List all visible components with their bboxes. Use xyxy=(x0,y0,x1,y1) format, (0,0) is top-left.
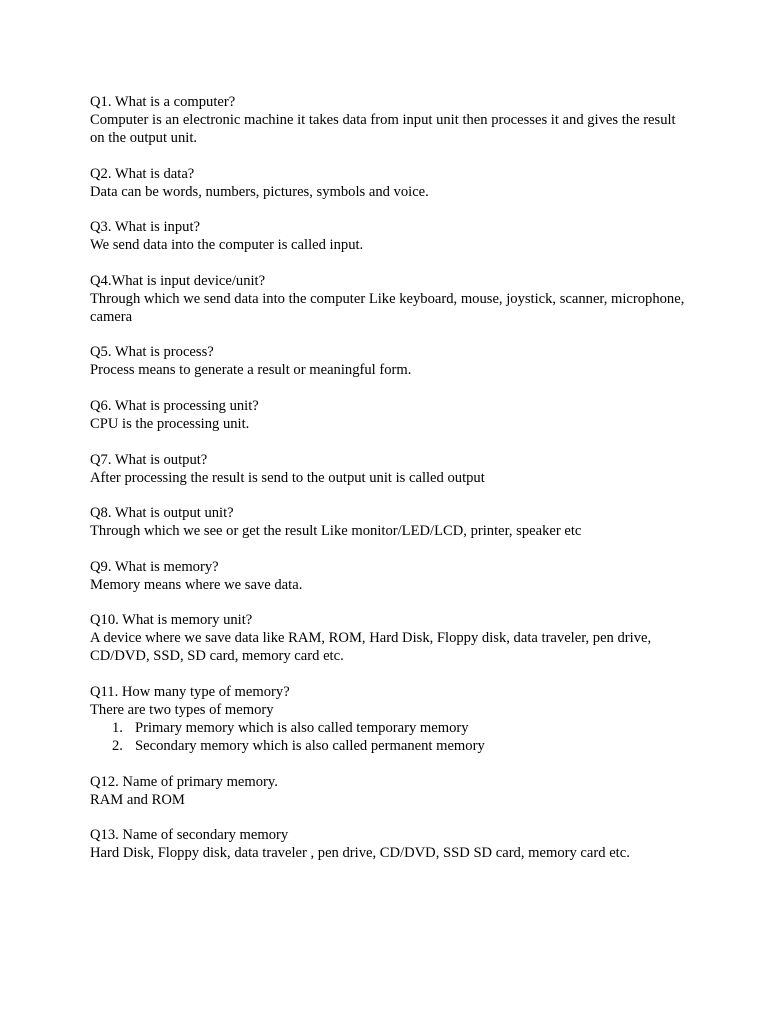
question: Q9. What is memory? xyxy=(90,558,219,575)
question: Q5. What is process? xyxy=(90,344,214,361)
answer: After processing the result is send to the output unit is called output xyxy=(90,469,485,486)
list-item-text: Secondary memory which is also called permanent memory xyxy=(135,737,485,754)
question: Q4.What is input device/unit? xyxy=(90,272,266,289)
qa-block-6 xyxy=(90,397,690,433)
qa-block-1 xyxy=(90,93,690,147)
question: Q6. What is processing unit? xyxy=(90,397,259,414)
list-item-text: Primary memory which is also called temporary memory xyxy=(135,719,469,736)
answer: Through which we send data into the computer Like keyboard, mouse, joystick, scanner, microphone, camera xyxy=(90,290,685,325)
qa-block-2 xyxy=(90,165,690,201)
qa-block-7 xyxy=(90,451,690,487)
qa-block-4 xyxy=(90,272,690,326)
list-item-number: 1. xyxy=(112,719,123,736)
question: Q11. How many type of memory? xyxy=(90,683,290,700)
qa-block-13 xyxy=(90,826,690,862)
qa-block-5 xyxy=(90,343,690,379)
question: Q12. Name of primary memory. xyxy=(90,773,278,790)
answer: Computer is an electronic machine it takes data from input unit then processes it and gives the result on the output unit. xyxy=(90,112,676,146)
answer: Memory means where we save data. xyxy=(90,576,303,593)
answer: Process means to generate a result or meaningful form. xyxy=(90,362,412,379)
question: Q8. What is output unit? xyxy=(90,505,234,522)
memory-types-list xyxy=(90,719,690,755)
answer: RAM and ROM xyxy=(90,791,185,808)
qa-block-10 xyxy=(90,611,690,665)
qa-block-8 xyxy=(90,504,690,540)
list-item xyxy=(90,719,690,737)
list-item-number: 2. xyxy=(112,737,123,754)
answer: Hard Disk, Floppy disk, data traveler , pen drive, CD/DVD, SSD SD card, memory card etc. xyxy=(90,845,630,862)
question: Q13. Name of secondary memory xyxy=(90,827,289,844)
list-item xyxy=(90,737,690,755)
document-page xyxy=(90,93,690,880)
question: Q10. What is memory unit? xyxy=(90,612,253,629)
answer: Data can be words, numbers, pictures, symbols and voice. xyxy=(90,183,429,200)
question: Q1. What is a computer? xyxy=(90,94,236,110)
answer: A device where we save data like RAM, ROM, Hard Disk, Floppy disk, data traveler, pen drive, CD/DVD, SSD, SD card, memory card etc. xyxy=(90,630,652,665)
qa-block-9 xyxy=(90,558,690,594)
question: Q7. What is output? xyxy=(90,451,208,468)
answer: Through which we see or get the result Like monitor/LED/LCD, printer, speaker etc xyxy=(90,523,582,540)
qa-block-12 xyxy=(90,773,690,809)
answer: We send data into the computer is called input. xyxy=(90,237,364,254)
qa-block-11 xyxy=(90,683,690,755)
question: Q2. What is data? xyxy=(90,165,195,182)
answer: There are two types of memory xyxy=(90,701,274,718)
answer: CPU is the processing unit. xyxy=(90,415,250,432)
question: Q3. What is input? xyxy=(90,219,200,236)
qa-block-3 xyxy=(90,218,690,254)
